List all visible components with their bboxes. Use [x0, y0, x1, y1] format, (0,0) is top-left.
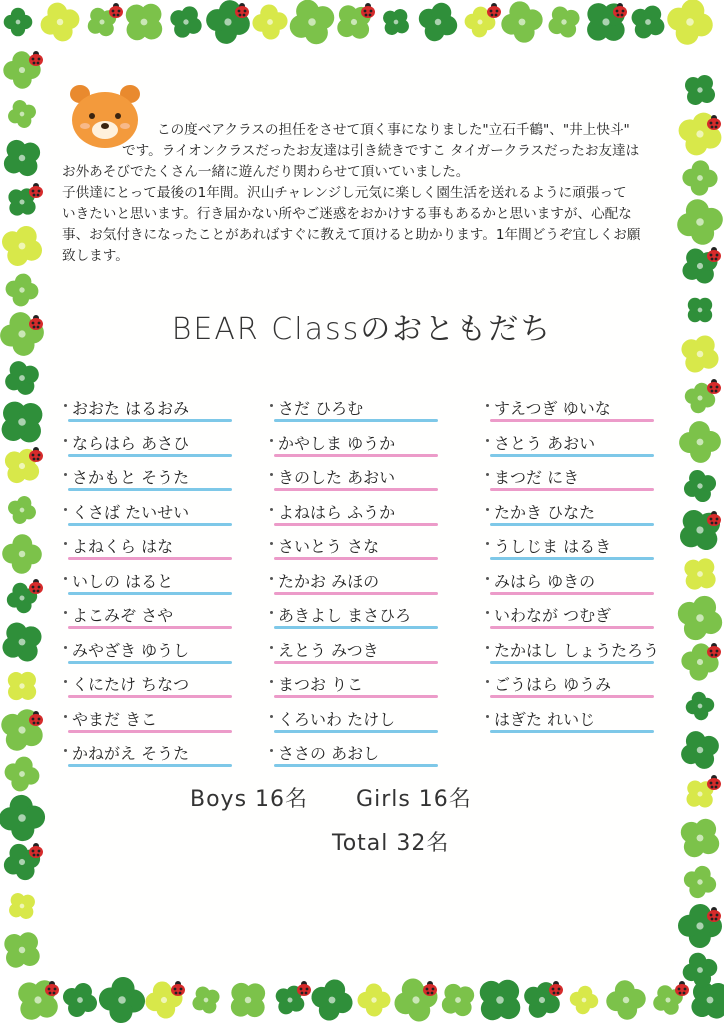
total-count: Total 32名 — [332, 831, 450, 856]
clover-icon — [434, 976, 483, 1024]
child-name: いしの はると — [72, 571, 174, 591]
bullet-dot — [270, 473, 273, 476]
name-entry — [484, 634, 684, 669]
child-name: すえつぎ ゆいな — [494, 399, 611, 418]
clover-icon — [97, 975, 147, 1024]
child-name: まつお りこ — [278, 675, 364, 694]
clover-icon — [4, 492, 40, 528]
intro-line: です。ライオンクラスだったお友達は引き続きですこ タイガークラスだったお友達は — [122, 143, 640, 159]
name-underline — [274, 661, 438, 664]
child-name: さかもと そうた — [72, 468, 190, 487]
name-column-1 — [62, 392, 262, 772]
name-entry — [268, 737, 468, 772]
clover-icon — [7, 969, 69, 1024]
name-underline — [68, 419, 232, 422]
ladybug-icon — [675, 981, 689, 996]
name-entry — [62, 461, 262, 496]
name-underline — [274, 488, 438, 491]
name-entry — [268, 392, 468, 427]
child-name: ささの あおし — [278, 744, 380, 763]
child-name: さいとう さな — [278, 537, 380, 556]
ladybug-icon — [423, 981, 437, 996]
clover-icon — [568, 984, 601, 1017]
bullet-dot — [486, 715, 489, 718]
name-entry — [62, 634, 262, 669]
clover-icon — [677, 67, 723, 113]
name-entry — [62, 530, 262, 565]
name-entry — [268, 530, 468, 565]
name-entry — [484, 496, 684, 531]
name-underline — [68, 592, 232, 595]
clover-icon — [306, 974, 357, 1024]
page-title: BEAR Classのおともだち — [171, 312, 553, 347]
name-entry — [484, 565, 684, 600]
clover-icon — [671, 809, 724, 867]
bullet-dot — [64, 646, 67, 649]
clover-icon — [376, 2, 416, 42]
ladybug-icon — [707, 643, 721, 658]
clover-icon — [0, 131, 49, 186]
name-underline — [68, 730, 232, 733]
bullet-dot — [270, 577, 273, 580]
name-underline — [490, 695, 654, 698]
child-name: よねくら はな — [72, 537, 174, 556]
ladybug-icon — [29, 51, 43, 66]
bullet-dot — [486, 646, 489, 649]
clover-icon — [575, 0, 637, 53]
ladybug-icon — [171, 981, 185, 996]
name-underline — [274, 626, 438, 629]
bullet-dot — [486, 439, 489, 442]
ladybug-icon — [109, 3, 123, 18]
bullet-dot — [270, 646, 273, 649]
name-entry — [62, 703, 262, 738]
bullet-dot — [486, 508, 489, 511]
intro-line: この度ベアクラスの担任をさせて頂く事になりました"立石千鶴"、"井上快斗" — [157, 122, 630, 138]
ladybug-icon — [707, 379, 721, 394]
name-entry — [62, 392, 262, 427]
clover-icon — [57, 977, 102, 1022]
clover-icon — [220, 972, 276, 1024]
bullet-dot — [270, 680, 273, 683]
child-name: ごうはら ゆうみ — [494, 675, 612, 694]
name-entry — [268, 427, 468, 462]
bullet-dot — [270, 439, 273, 442]
name-underline — [68, 626, 232, 629]
clover-icon — [0, 663, 45, 710]
child-name: いわなが つむぎ — [494, 606, 612, 625]
clover-icon — [672, 194, 724, 249]
name-underline — [490, 454, 654, 457]
clover-icon — [251, 3, 290, 42]
clover-icon — [678, 420, 722, 464]
clover-icon — [467, 967, 532, 1024]
name-entry — [62, 599, 262, 634]
name-entry — [484, 427, 684, 462]
child-name: おおた はるおみ — [72, 399, 190, 418]
clover-icon — [413, 0, 464, 47]
bullet-dot — [486, 404, 489, 407]
clover-icon — [604, 978, 648, 1022]
clover-icon — [114, 0, 173, 52]
clover-icon — [497, 0, 547, 47]
child-name: ならはら あさひ — [72, 433, 190, 453]
name-entry — [62, 565, 262, 600]
child-name: よこみぞ さや — [72, 606, 174, 625]
child-name: あきよし まさひろ — [278, 606, 412, 625]
name-entry — [62, 427, 262, 462]
clover-icon — [2, 886, 42, 926]
name-underline — [274, 454, 438, 457]
ladybug-icon — [707, 247, 721, 262]
child-name: みはら ゆきの — [494, 571, 596, 591]
clover-icon — [328, 0, 380, 48]
clover-icon — [0, 218, 50, 273]
clover-icon — [389, 973, 444, 1024]
bullet-dot — [486, 577, 489, 580]
name-underline — [490, 557, 654, 560]
clover-icon — [682, 160, 719, 197]
name-entry — [484, 392, 684, 427]
child-name: えとう みつき — [278, 640, 379, 660]
clover-icon — [4, 8, 33, 37]
bullet-dot — [64, 611, 67, 614]
name-entry — [268, 461, 468, 496]
intro-line: お外あそびでたくさん一緒に遊んだり関わらせて頂いていました。 — [62, 164, 470, 180]
clover-icon — [542, 0, 587, 44]
name-underline — [490, 488, 654, 491]
name-entry — [268, 565, 468, 600]
name-entry — [484, 530, 684, 565]
ladybug-icon — [297, 981, 311, 996]
clover-icon — [1, 753, 43, 795]
intro-line: 子供達にとって最後の1年間。沢山チャレンジし元気に楽しく園生活を送れるように頑張って — [62, 185, 627, 201]
clover-icon — [0, 613, 51, 670]
name-entry — [268, 668, 468, 703]
name-underline — [68, 488, 232, 491]
name-entry — [268, 703, 468, 738]
child-name: たかき ひなた — [494, 502, 596, 522]
name-underline — [274, 523, 438, 526]
bullet-dot — [64, 439, 67, 442]
name-entry — [268, 496, 468, 531]
child-name: かねがえ そうた — [72, 744, 190, 763]
name-entry — [484, 599, 684, 634]
clover-icon — [282, 0, 342, 52]
bullet-dot — [270, 715, 273, 718]
clover-icon — [0, 838, 46, 886]
name-underline — [68, 764, 232, 767]
ladybug-icon — [29, 843, 43, 858]
clover-icon — [357, 983, 391, 1017]
intro-line: いきたいと思います。行き届かない所やご迷惑をおかけする事もあるかと思いますが、心配な — [62, 206, 632, 222]
ladybug-icon — [29, 183, 43, 198]
bullet-dot — [64, 542, 67, 545]
clover-icon — [0, 355, 45, 401]
clover-icon — [684, 690, 717, 723]
name-underline — [274, 419, 438, 422]
name-entry — [484, 461, 684, 496]
child-name: うしじま はるき — [494, 537, 612, 556]
bullet-dot — [64, 508, 67, 511]
clover-icon — [0, 440, 48, 492]
ladybug-icon — [361, 3, 375, 18]
child-name: くにたけ ちなつ — [72, 675, 190, 694]
child-name: くさば たいせい — [72, 502, 190, 522]
name-entry — [484, 668, 684, 703]
bullet-dot — [64, 577, 67, 580]
name-underline — [274, 695, 438, 698]
name-underline — [68, 695, 232, 698]
clover-icon — [679, 465, 721, 507]
bullet-dot — [64, 680, 67, 683]
child-name: かやしま ゆうか — [278, 433, 396, 453]
clover-icon — [36, 0, 85, 46]
ladybug-icon — [29, 447, 43, 462]
ladybug-icon — [549, 981, 563, 996]
name-underline — [490, 592, 654, 595]
clover-icon — [624, 0, 672, 46]
clover-icon — [517, 975, 567, 1024]
child-name: まつだ にき — [494, 468, 580, 487]
name-underline — [490, 523, 654, 526]
bullet-dot — [486, 542, 489, 545]
ladybug-icon — [707, 775, 721, 790]
name-underline — [274, 764, 438, 767]
bullet-dot — [64, 749, 67, 752]
clover-icon — [0, 793, 47, 842]
name-column-2 — [268, 392, 468, 772]
clover-icon — [675, 241, 724, 292]
child-name: たかお みほの — [278, 571, 380, 591]
clover-icon — [4, 96, 40, 132]
intro-line: 致します。 — [62, 248, 129, 264]
bullet-dot — [486, 473, 489, 476]
bullet-dot — [64, 715, 67, 718]
name-underline — [490, 661, 654, 664]
bullet-dot — [270, 611, 273, 614]
bullet-dot — [270, 404, 273, 407]
name-underline — [490, 730, 654, 733]
gender-summary — [190, 782, 472, 813]
clover-icon — [679, 861, 720, 902]
clover-icon — [0, 922, 50, 978]
name-underline — [490, 419, 654, 422]
intro-line: 事、お気付きになったことがあればすぐに教えて頂けると助かります。1年間どうぞ宜しくお願 — [62, 227, 641, 243]
child-name: たかはし しょうたろう — [494, 640, 660, 660]
girls-count: Girls 16名 — [356, 787, 472, 812]
bullet-dot — [270, 749, 273, 752]
name-entry — [62, 668, 262, 703]
name-column-3 — [484, 392, 684, 737]
clover-icon — [164, 0, 208, 44]
child-name: さとう あおい — [494, 433, 596, 453]
name-underline — [274, 592, 438, 595]
name-underline — [68, 661, 232, 664]
ladybug-icon — [487, 3, 501, 18]
bullet-dot — [270, 508, 273, 511]
clover-icon — [0, 389, 55, 454]
bullet-dot — [64, 473, 67, 476]
child-name: くろいわ たけし — [278, 709, 396, 729]
name-underline — [490, 626, 654, 629]
name-entry — [62, 737, 262, 772]
child-name: よねはら ふうか — [278, 502, 396, 522]
child-name: さだ ひろむ — [278, 399, 364, 418]
name-underline — [68, 557, 232, 560]
bullet-dot — [64, 404, 67, 407]
child-name: みやざき ゆうし — [72, 640, 190, 660]
name-underline — [68, 454, 232, 457]
clover-icon — [0, 700, 52, 760]
ladybug-icon — [29, 579, 43, 594]
name-entry — [268, 634, 468, 669]
intro-message — [62, 120, 680, 267]
clover-icon — [2, 534, 43, 575]
name-underline — [274, 557, 438, 560]
child-name: きのした あおい — [278, 468, 396, 487]
child-name: はぎた れいじ — [494, 709, 596, 729]
name-underline — [274, 730, 438, 733]
clover-icon — [662, 0, 718, 50]
name-entry — [484, 703, 684, 738]
bullet-dot — [270, 542, 273, 545]
name-entry — [268, 599, 468, 634]
name-underline — [68, 523, 232, 526]
clover-icon — [187, 981, 225, 1019]
bullet-dot — [486, 611, 489, 614]
child-name: やまだ きこ — [72, 709, 158, 729]
name-entry — [62, 496, 262, 531]
bullet-dot — [486, 680, 489, 683]
boys-count: Boys 16名 — [190, 787, 309, 812]
